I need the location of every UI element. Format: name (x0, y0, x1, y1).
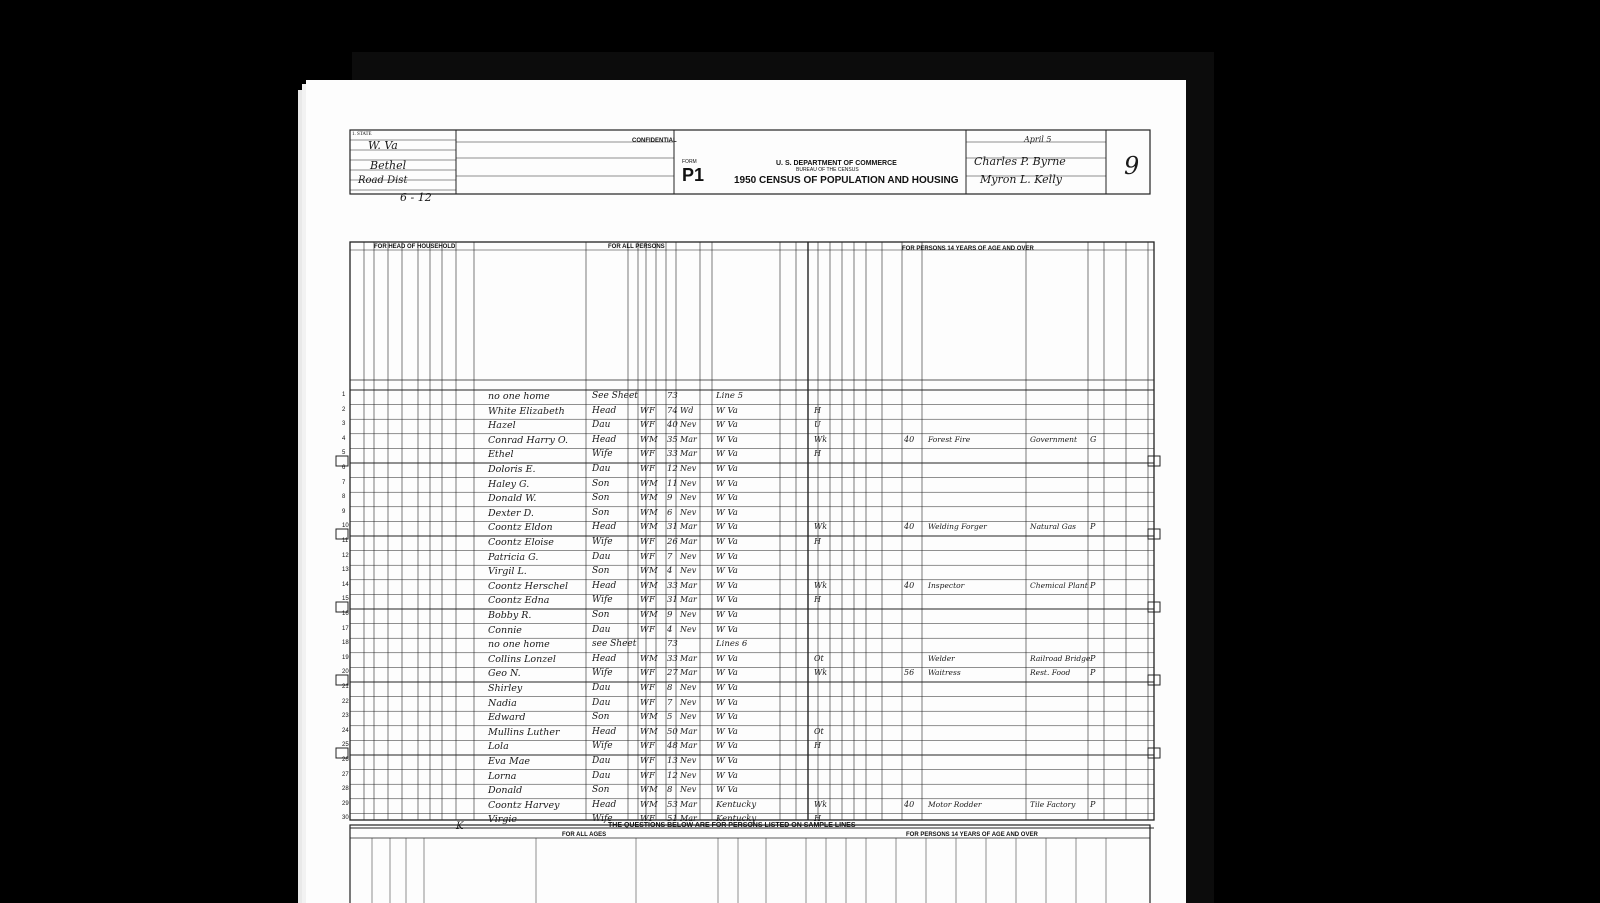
age: 31 (667, 522, 678, 533)
footer-note: K (456, 821, 464, 832)
person-name: Mullins Luther (488, 726, 560, 738)
marital-status: Nev (680, 478, 697, 488)
class-of-worker: P (1090, 799, 1096, 809)
person-name: Bobby R. (488, 610, 532, 621)
line-number: 4 (342, 435, 346, 442)
labor-status: Wk (814, 799, 828, 809)
person-name: Lola (488, 741, 509, 753)
race: W (640, 726, 649, 737)
census-sheet (306, 80, 1186, 903)
marital-status: Nev (680, 770, 697, 780)
line-number: 3 (342, 421, 346, 428)
sex: F (649, 756, 655, 766)
bureau-name: BUREAU OF THE CENSUS (796, 167, 859, 173)
sex: M (649, 522, 658, 533)
sex: M (649, 434, 658, 445)
birthplace: W Va (716, 434, 738, 445)
birthplace: W Va (716, 741, 738, 752)
line-number: 25 (342, 742, 349, 749)
age: 50 (667, 726, 678, 737)
marital-status: Nev (680, 507, 697, 517)
line-number: 6 (342, 465, 346, 471)
sex: M (649, 580, 658, 591)
age: 12 (667, 770, 678, 781)
occupation: Inspector (928, 580, 965, 590)
person-name: Ethel (488, 449, 514, 461)
sex: F (649, 770, 655, 781)
sex: M (649, 610, 658, 620)
line-number: 15 (342, 596, 349, 603)
marital-status: Mar (680, 741, 697, 751)
race: W (640, 434, 649, 445)
age: 7 (667, 551, 673, 562)
sex: M (649, 712, 658, 723)
relationship: Head (592, 580, 617, 591)
birthplace: W Va (716, 610, 738, 620)
person-name: Virgie (488, 814, 518, 826)
labor-status: H (814, 405, 821, 415)
sex: F (649, 420, 655, 431)
hours-worked: 40 (904, 434, 915, 444)
birthplace: W Va (716, 405, 738, 416)
line-number: 5 (342, 450, 346, 457)
industry: Natural Gas (1030, 522, 1077, 532)
birthplace: W Va (716, 756, 738, 766)
labor-status: U (814, 420, 821, 430)
line-number: 29 (342, 800, 349, 807)
birthplace: W Va (716, 580, 738, 591)
age: 33 (667, 653, 678, 664)
race: W (640, 464, 649, 474)
race: W (640, 595, 649, 606)
class-of-worker: P (1090, 653, 1096, 663)
marital-status: Nev (680, 493, 697, 503)
relationship: See Sheet (592, 391, 638, 401)
race: W (640, 785, 649, 796)
line-number: 2 (342, 406, 346, 413)
race: W (640, 580, 649, 591)
line-number: 24 (342, 727, 349, 734)
labor-status: Ot (814, 726, 824, 736)
race: W (640, 493, 649, 504)
state-label: 1. STATE (352, 132, 372, 137)
age: 5 (667, 712, 673, 723)
form-title: 1950 CENSUS OF POPULATION AND HOUSING (734, 175, 959, 186)
industry: Government (1030, 434, 1077, 444)
age: 27 (667, 668, 678, 679)
person-name: no one home (488, 639, 550, 651)
relationship: Dau (592, 420, 611, 431)
sheet-number: 9 (1124, 152, 1140, 180)
person-name: Doloris E. (488, 464, 536, 475)
relationship: Dau (592, 624, 611, 635)
age: 33 (667, 449, 678, 460)
form-code: P1 (682, 165, 705, 185)
race: W (640, 697, 649, 708)
marital-status: Mar (680, 814, 697, 824)
relationship: Son (592, 785, 610, 796)
marital-status: Mar (680, 595, 697, 605)
marital-status: Nev (680, 610, 697, 619)
race: W (640, 566, 649, 577)
sex: F (649, 464, 655, 474)
relationship: Son (592, 610, 610, 620)
race: W (640, 741, 649, 752)
relationship: Dau (592, 756, 611, 766)
marital-status: Mar (680, 580, 697, 590)
labor-status: Wk (814, 580, 828, 590)
age: 11 (667, 478, 678, 489)
birthplace: W Va (716, 522, 738, 533)
birthplace: W Va (716, 785, 738, 796)
birthplace: Lines 6 (716, 639, 748, 650)
sex: M (649, 785, 658, 796)
marital-status: Mar (680, 653, 697, 663)
industry: Railroad Bridge (1030, 653, 1091, 663)
sex: M (649, 478, 658, 489)
age: 12 (667, 464, 678, 474)
birthplace: W Va (716, 449, 738, 460)
confidential-label: CONFIDENTIAL (632, 138, 677, 144)
relationship: see Sheet (592, 639, 637, 650)
age: 6 (667, 507, 673, 518)
line-number: 23 (342, 713, 349, 720)
birthplace: W Va (716, 595, 738, 606)
marital-status: Mar (680, 449, 697, 459)
class-of-worker: P (1090, 580, 1096, 590)
occupation: Forest Fire (928, 434, 971, 444)
marital-status: Nev (680, 420, 697, 430)
industry: Chemical Plant (1030, 580, 1088, 590)
sex: F (649, 741, 655, 752)
marital-status: Nev (680, 464, 697, 473)
age: 8 (667, 785, 673, 796)
person-name: Shirley (488, 683, 523, 694)
birthplace: W Va (716, 653, 738, 664)
race: W (640, 507, 649, 518)
age: 9 (667, 493, 673, 504)
birthplace: Kentucky (716, 799, 757, 810)
occupation: Motor Rodder (928, 799, 982, 809)
race: W (640, 551, 649, 562)
line-number: 17 (342, 625, 349, 632)
line-number: 8 (342, 494, 346, 501)
line-number: 14 (342, 581, 349, 588)
marital-status: Mar (680, 668, 697, 678)
hours-worked: 40 (904, 580, 915, 590)
sex: F (649, 814, 655, 825)
sex: F (649, 595, 655, 606)
race: W (640, 653, 649, 664)
crew-leader-signature: Myron L. Kelly (980, 173, 1062, 186)
marital-status: Nev (680, 624, 697, 634)
line-number: 7 (342, 479, 346, 486)
race: W (640, 624, 649, 635)
enum-date: April 5 (1024, 135, 1052, 144)
relationship: Wife (592, 814, 613, 825)
race: W (640, 756, 649, 766)
age: 51 (667, 814, 678, 825)
class-of-worker: P (1090, 668, 1096, 678)
county-value: Bethel (370, 159, 407, 172)
relationship: Head (592, 405, 617, 416)
birthplace: W Va (716, 668, 738, 679)
birthplace: W Va (716, 712, 738, 723)
race: W (640, 712, 649, 723)
relationship: Dau (592, 683, 611, 693)
over14-bottom-head: FOR PERSONS 14 YEARS OF AGE AND OVER (906, 832, 1038, 838)
industry: Rest. Food (1030, 668, 1071, 678)
relationship: Head (592, 522, 617, 533)
sex: M (649, 726, 658, 737)
birthplace: W Va (716, 537, 738, 547)
labor-status: H (814, 595, 821, 605)
industry: Tile Factory (1030, 799, 1076, 809)
marital-status: Mar (680, 799, 697, 809)
person-name: Lorna (488, 770, 517, 782)
line-number: 11 (342, 538, 349, 544)
birthplace: W Va (716, 683, 738, 693)
birthplace: W Va (716, 551, 738, 562)
occupation: Welding Forger (928, 522, 987, 532)
person-name: Patricia G. (488, 551, 539, 563)
relationship: Wife (592, 595, 613, 606)
sex: M (649, 493, 658, 504)
person-name: Virgil L. (488, 566, 527, 578)
age: 40 (667, 420, 678, 431)
age: 7 (667, 697, 673, 708)
person-name: Coontz Edna (488, 595, 550, 607)
relationship: Head (592, 726, 617, 737)
age: 13 (667, 756, 678, 766)
line-number: 10 (342, 523, 349, 530)
marital-status: Nev (680, 756, 697, 765)
sex: F (649, 405, 655, 416)
form-label: FORM (682, 159, 697, 165)
age: 73 (667, 639, 678, 650)
race: W (640, 683, 649, 693)
ed-number-value: 6 - 12 (400, 191, 432, 204)
form-grid (306, 80, 1186, 903)
birthplace: W Va (716, 420, 738, 431)
person-name: no one home (488, 391, 550, 402)
sex: M (649, 507, 658, 518)
relationship: Dau (592, 697, 611, 708)
for-all-ages-head: FOR ALL AGES (562, 832, 607, 838)
relationship: Wife (592, 741, 613, 752)
sex: F (649, 537, 655, 547)
marital-status: Nev (680, 712, 697, 722)
hours-worked: 40 (904, 522, 915, 532)
marital-status: Nev (680, 551, 697, 561)
person-name: Donald W. (488, 493, 537, 505)
race: W (640, 610, 649, 620)
hours-worked: 40 (904, 799, 915, 809)
birthplace: W Va (716, 478, 738, 489)
person-name: Dexter D. (488, 507, 534, 519)
marital-status: Wd (680, 405, 694, 415)
marital-status: Mar (680, 726, 697, 736)
relationship: Son (592, 478, 610, 489)
line-number: 22 (342, 698, 349, 705)
line-number: 28 (342, 786, 349, 793)
age: 53 (667, 799, 678, 810)
household-section-head: FOR HEAD OF HOUSEHOLD (374, 244, 456, 250)
enumerator-signature: Charles P. Byrne (974, 155, 1066, 168)
line-number: 30 (342, 815, 349, 822)
district-value: Road Dist (358, 175, 408, 186)
age: 74 (667, 405, 678, 416)
birthplace: Kentucky (716, 814, 757, 825)
sex: F (649, 551, 655, 562)
person-name: Eva Mae (488, 756, 530, 767)
race: W (640, 449, 649, 460)
race: W (640, 814, 649, 825)
race: W (640, 478, 649, 489)
marital-status: Nev (680, 697, 697, 707)
line-number: 9 (342, 508, 346, 515)
sex: M (649, 566, 658, 577)
line-number: 20 (342, 669, 349, 676)
birthplace: W Va (716, 697, 738, 708)
person-name: Connie (488, 624, 522, 636)
person-name: Coontz Eloise (488, 537, 554, 548)
marital-status: Mar (680, 434, 697, 444)
line-number: 13 (342, 567, 349, 574)
age: 26 (667, 537, 678, 547)
hours-worked: 56 (904, 668, 915, 678)
person-name: Hazel (488, 420, 516, 432)
birthplace: W Va (716, 566, 738, 577)
person-name: Donald (488, 785, 523, 797)
relationship: Dau (592, 551, 611, 562)
line-number: 16 (342, 611, 349, 617)
line-number: 21 (342, 684, 349, 690)
all-persons-section-head: FOR ALL PERSONS (608, 244, 665, 250)
birthplace: W Va (716, 493, 738, 504)
department-name: U. S. DEPARTMENT OF COMMERCE (776, 160, 897, 167)
age: 4 (667, 624, 673, 635)
labor-status: Wk (814, 522, 828, 532)
labor-status: Wk (814, 668, 828, 678)
relationship: Dau (592, 464, 611, 474)
age: 35 (667, 434, 678, 445)
line-number: 18 (342, 640, 349, 647)
labor-status: Wk (814, 434, 828, 444)
sex: M (649, 653, 658, 664)
person-name: White Elizabeth (488, 405, 565, 417)
race: W (640, 522, 649, 533)
person-name: Nadia (488, 697, 517, 709)
relationship: Head (592, 799, 617, 810)
line-number: 12 (342, 552, 349, 559)
line-number: 1 (342, 392, 346, 398)
occupation: Waitress (928, 668, 961, 678)
labor-status: H (814, 814, 821, 824)
age: 31 (667, 595, 678, 606)
relationship: Head (592, 434, 617, 445)
age: 4 (667, 566, 673, 577)
person-name: Haley G. (488, 478, 530, 490)
sex: F (649, 624, 655, 635)
line-number: 19 (342, 654, 349, 661)
race: W (640, 420, 649, 431)
sex: F (649, 668, 655, 679)
class-of-worker: G (1090, 434, 1097, 444)
race: W (640, 668, 649, 679)
state-value: W. Va (368, 139, 398, 152)
relationship: Head (592, 653, 617, 664)
relationship: Son (592, 712, 610, 723)
birthplace: W Va (716, 726, 738, 737)
labor-status: Ot (814, 653, 824, 663)
marital-status: Nev (680, 566, 697, 576)
birthplace: Line 5 (716, 391, 743, 401)
person-name: Coontz Herschel (488, 580, 569, 592)
age: 73 (667, 391, 678, 401)
relationship: Son (592, 566, 610, 577)
marital-status: Nev (680, 785, 697, 795)
sex: F (649, 683, 655, 693)
age: 8 (667, 683, 673, 693)
relationship: Son (592, 493, 610, 504)
race: W (640, 770, 649, 781)
relationship: Dau (592, 770, 611, 781)
birthplace: W Va (716, 464, 738, 474)
race: W (640, 799, 649, 810)
person-name: Coontz Harvey (488, 799, 560, 811)
labor-status: H (814, 449, 821, 459)
birthplace: W Va (716, 770, 738, 781)
over14-section-head: FOR PERSONS 14 YEARS OF AGE AND OVER (902, 246, 1034, 252)
race: W (640, 405, 649, 416)
birthplace: W Va (716, 507, 738, 518)
questions-below-head: THE QUESTIONS BELOW ARE FOR PERSONS LISTED ON SAMPLE LINES (608, 822, 856, 829)
person-name: Conrad Harry O. (488, 434, 569, 446)
sex: M (649, 799, 658, 810)
line-number: 27 (342, 771, 349, 778)
relationship: Wife (592, 668, 613, 679)
person-name: Coontz Eldon (488, 522, 553, 534)
sex: F (649, 697, 655, 708)
age: 33 (667, 580, 678, 591)
sex: F (649, 449, 655, 460)
age: 9 (667, 610, 673, 620)
labor-status: H (814, 741, 821, 751)
line-number: 26 (342, 757, 349, 763)
marital-status: Nev (680, 683, 697, 692)
labor-status: H (814, 537, 821, 546)
race: W (640, 537, 649, 547)
marital-status: Mar (680, 537, 697, 546)
relationship: Wife (592, 449, 613, 460)
marital-status: Mar (680, 522, 697, 532)
age: 48 (667, 741, 678, 752)
person-name: Collins Lonzel (488, 653, 556, 665)
class-of-worker: P (1090, 522, 1096, 532)
person-name: Edward (488, 712, 526, 724)
person-name: Geo N. (488, 668, 521, 680)
relationship: Son (592, 507, 610, 518)
birthplace: W Va (716, 624, 738, 635)
occupation: Welder (928, 653, 955, 663)
relationship: Wife (592, 537, 613, 547)
